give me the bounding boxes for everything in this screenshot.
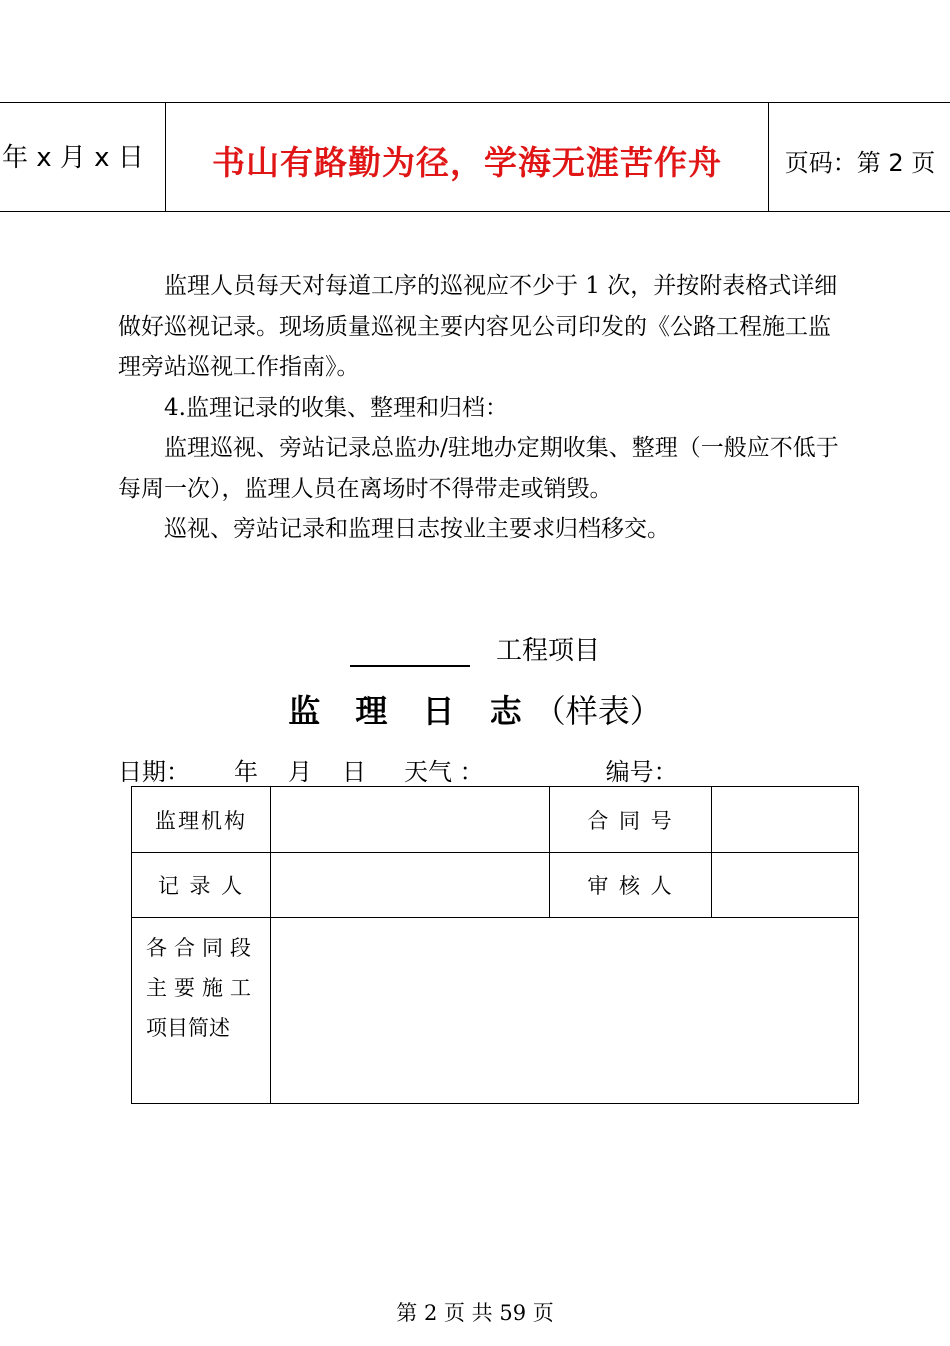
table-row <box>132 787 859 853</box>
header-page-number: 页码：第 2 页 <box>784 149 936 177</box>
contract-value-cell <box>712 787 859 853</box>
paragraph: 监理巡视、旁站记录总监办/驻地办定期收集、整理（一般应不低于每周一次），监理人员在离场时不得带走或销毁。 <box>118 435 839 502</box>
org-value-cell <box>271 787 550 853</box>
org-label: 监理机构 <box>132 787 271 853</box>
contract-label: 合 同 号 <box>550 787 712 853</box>
form-title <box>0 686 950 732</box>
form-title-suffix: （样表） <box>533 692 662 730</box>
header-date: 年 x 月 x 日 <box>2 143 144 173</box>
page-footer: 第 2 页 共 59 页 <box>396 1301 554 1325</box>
table-row <box>132 853 859 918</box>
recorder-label: 记 录 人 <box>132 853 271 918</box>
header-divider <box>768 103 769 211</box>
desc-label-line: 项目简述 <box>146 1016 230 1040</box>
form-title-main: 监 理 日 志 <box>288 692 534 730</box>
reviewer-label: 审 核 人 <box>550 853 712 918</box>
page-header <box>0 102 950 212</box>
paragraph: 监理人员每天对每道工序的巡视应不少于 1 次，并按附表格式详细做好巡视记录。现场质量巡视主要内容见公司印发的《公路工程施工监理旁站巡视工作指南》。 <box>118 273 838 380</box>
year-label: 年 <box>234 758 258 786</box>
date-label: 日期： <box>118 758 190 786</box>
project-description-label <box>132 918 271 1104</box>
body-text <box>118 266 848 550</box>
recorder-value-cell <box>271 853 550 918</box>
month-label: 月 <box>288 758 312 786</box>
desc-label-line: 各合同段 <box>146 936 258 960</box>
weather-blank <box>484 760 564 787</box>
supervision-log-table <box>131 786 859 1104</box>
project-description-cell <box>271 918 859 1104</box>
day-label: 日 <box>342 758 366 786</box>
table-row <box>132 918 859 1104</box>
number-label: 编号： <box>605 758 678 786</box>
project-name-blank <box>350 637 470 667</box>
project-suffix: 工程项目 <box>495 636 600 666</box>
reviewer-value-cell <box>712 853 859 918</box>
project-name-line <box>0 630 950 667</box>
weather-label: 天气 ： <box>404 758 484 786</box>
paragraph: 巡视、旁站记录和监理日志按业主要求归档移交。 <box>164 516 670 542</box>
form-meta-line <box>118 752 678 787</box>
header-motto: 书山有路勤为径，学海无涯苦作舟 <box>212 143 722 182</box>
paragraph: 4.监理记录的收集、整理和归档： <box>164 394 508 421</box>
desc-label-line: 主要施工 <box>146 976 258 1000</box>
